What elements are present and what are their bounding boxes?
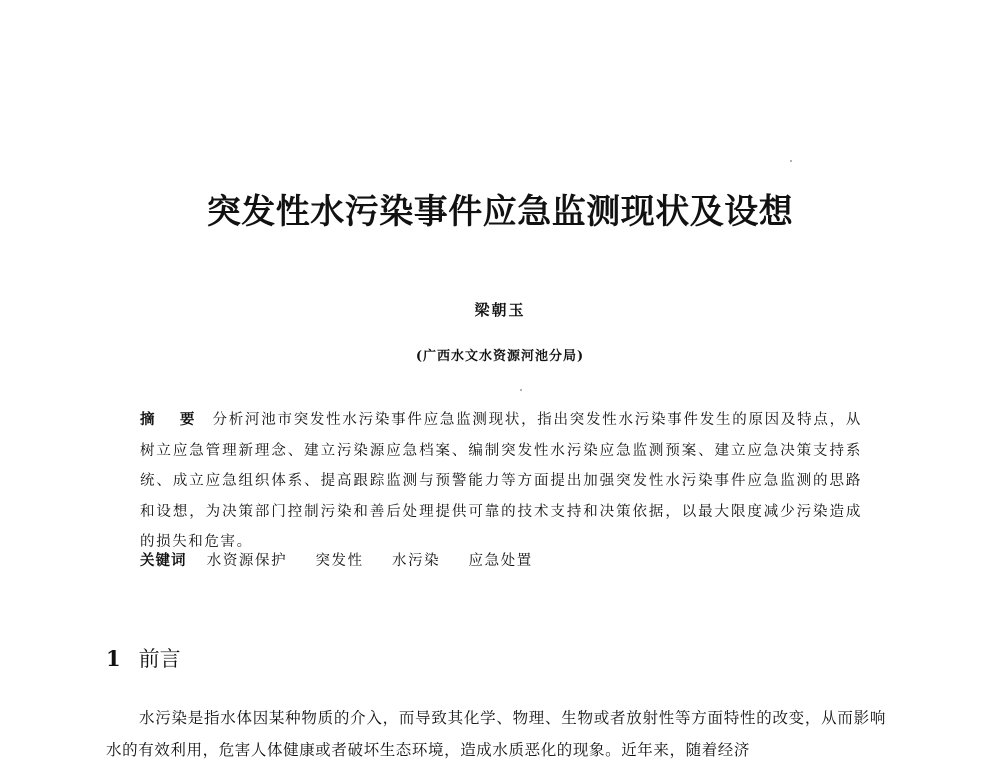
body-paragraph: 水污染是指水体因某种物质的介入，而导致其化学、物理、生物或者放射性等方面特性的改变，从而影响水的有效利用，危害人体健康或者破坏生态环境，造成水质恶化的现象。近年来，随着经济: [106, 709, 886, 759]
scan-speck: [520, 389, 522, 391]
keywords-block: [140, 549, 862, 573]
abstract-label: 摘 要: [140, 412, 205, 428]
abstract-block: [140, 405, 862, 558]
section-heading: [106, 643, 181, 673]
keyword: 应急处置: [468, 553, 533, 569]
abstract-text: 分析河池市突发性水污染事件应急监测现状，指出突发性水污染事件发生的原因及特点，从树立应急管理新理念、建立污染源应急档案、编制突发性水污染应急监测预案、建立应急决策支持系统、成立应急组织体系、提高跟踪监测与预警能力等方面提出加强突发性水污染事件应急监测的思路和设想，为决策部门控制污染和善后处理提供可靠的技术支持和决策依据，以最大限度减少污染造成的损失和危害。: [140, 412, 862, 550]
section-number: 1: [106, 646, 121, 671]
paper-title: 突发性水污染事件应急监测现状及设想: [206, 192, 794, 232]
section-title: 前言: [138, 647, 181, 671]
author-affiliation: (广西水文水资源河池分局): [415, 349, 585, 364]
keyword: 水污染: [391, 553, 441, 569]
author-name: 梁朝玉: [474, 301, 526, 319]
keyword: 水资源保护: [206, 553, 288, 569]
keywords-label: 关键词: [140, 553, 187, 569]
scan-speck: [790, 160, 792, 162]
keyword: 突发性: [315, 553, 364, 569]
